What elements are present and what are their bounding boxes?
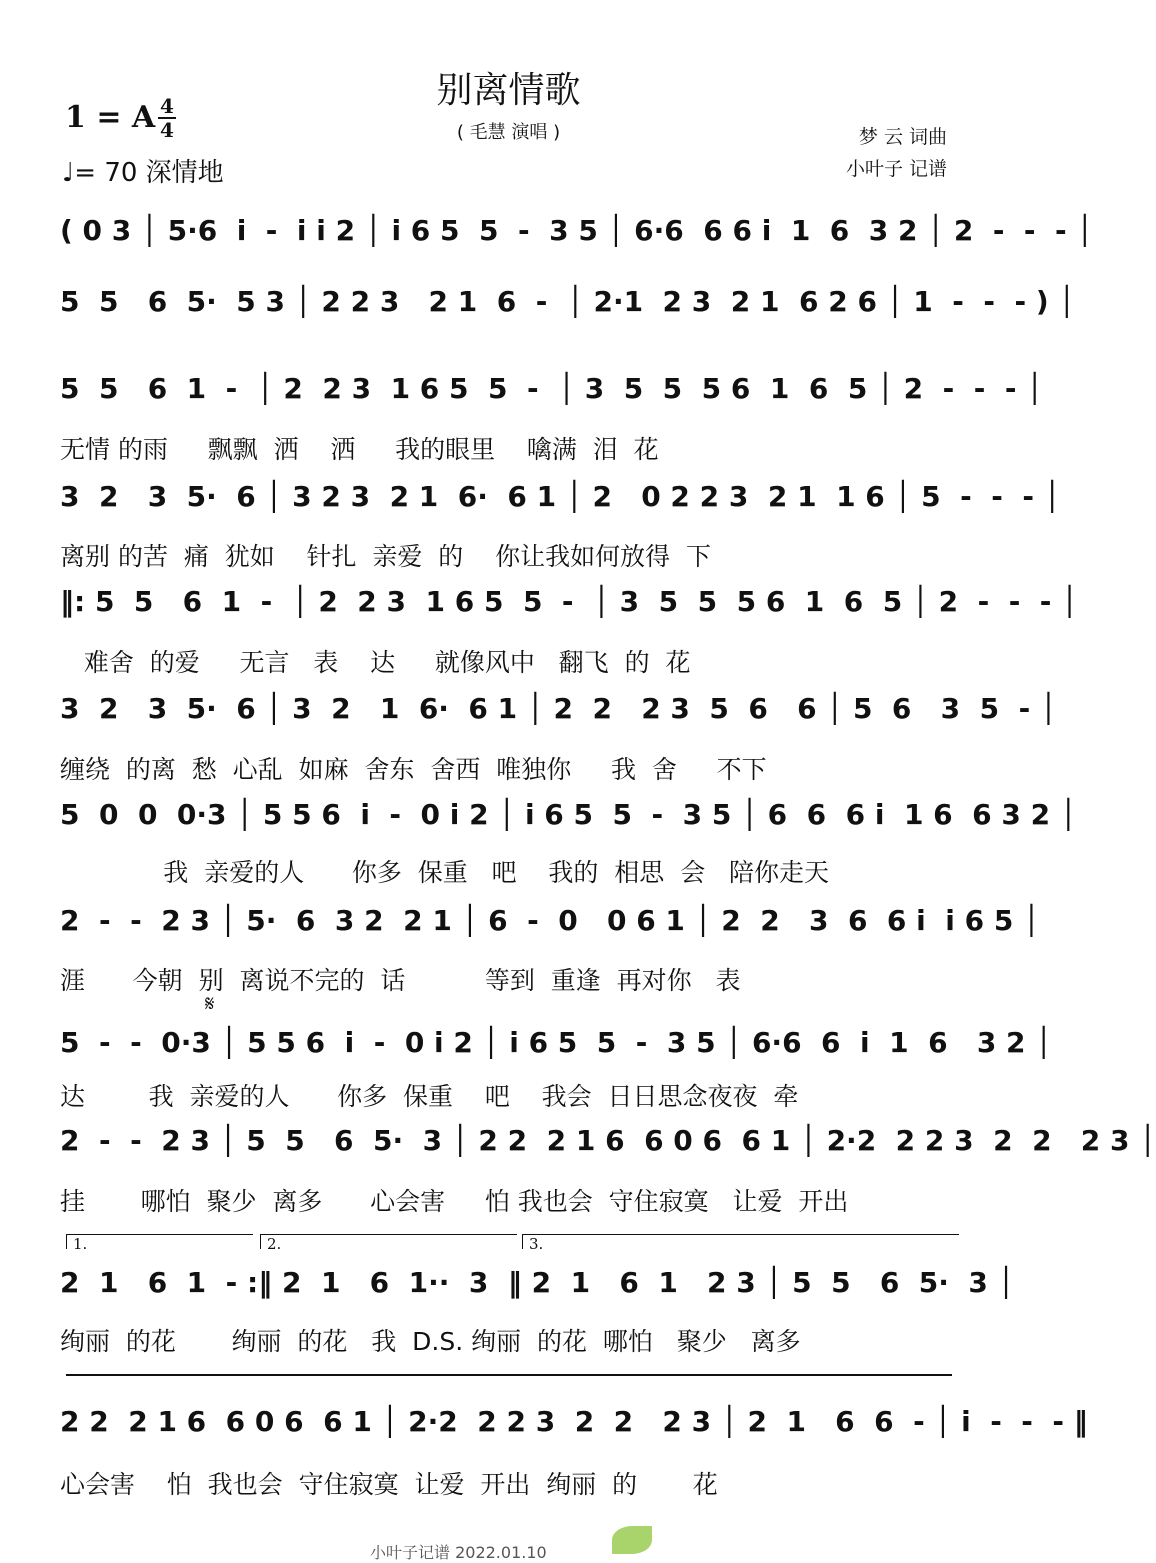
transcription-date: 小叶子记谱 2022.01.10 <box>370 1543 547 1562</box>
song-title: 别离情歌 <box>436 70 581 111</box>
leaf-logo-icon <box>612 1526 652 1554</box>
transcriber-credit: 小叶子 记谱 <box>845 158 947 180</box>
lyric-line-8: 涯 今朝 别 离说不完的 话 等到 重逢 再对你 表 <box>60 966 741 995</box>
notation-line-4: 3 2 3 5· 6 │ 3 2 3 2 1 6· 6 1 │ 2 0 2 2 3 2 1 1 6 │ 5 - - - │ <box>60 480 1061 513</box>
lyric-line-11: 绚丽 的花 绚丽 的花 我 D.S. 绚丽 的花 哪怕 聚少 离多 <box>60 1327 801 1356</box>
notation-line-10: 2 - - 2 3 │ 5 5 6 5· 3 │ 2 2 2 1 6 6 0 6 6 1 │ 2·2 2 2 3 2 2 2 3 │ <box>60 1124 1156 1157</box>
phrase-tie-line <box>66 1374 952 1376</box>
lyric-line-6: 缠绕 的离 愁 心乱 如麻 舍东 舍西 唯独你 我 舍 不下 <box>60 755 767 784</box>
notation-line-11: 2 1 6 1 - :‖ 2 1 6 1·· 3 ‖ 2 1 6 1 2 3 │ 5 5 6 5· 3 │ <box>60 1266 1015 1299</box>
volta-2: 2. <box>260 1234 517 1249</box>
lyric-line-9: 达 我 亲爱的人 你多 保重 吧 我会 日日思念夜夜 牵 <box>60 1082 799 1111</box>
notation-line-5: ‖: 5 5 6 1 - │ 2 2 3 1 6 5 5 - │ 3 5 5 5 6 1 6 5 │ 2 - - - │ <box>60 585 1079 618</box>
notation-line-6: 3 2 3 5· 6 │ 3 2 1 6· 6 1 │ 2 2 2 3 5 6 6 │ 5 6 3 5 - │ <box>60 692 1057 725</box>
lyric-line-5: 难舍 的爱 无言 表 达 就像风中 翻飞 的 花 <box>60 648 691 677</box>
tempo-marking: ♩= 70 深情地 <box>62 158 224 188</box>
segno-sign: 𝄋 <box>205 992 215 1017</box>
key-signature: 1 = A <box>65 100 156 135</box>
notation-line-7: 5 0 0 0·3 │ 5 5 6 i - 0 i 2 │ i 6 5 5 - 3 5 │ 6 6 6 i 1 6 6 3 2 │ <box>60 798 1077 831</box>
notation-line-12: 2 2 2 1 6 6 0 6 6 1 │ 2·2 2 2 3 2 2 2 3 │ 2 1 6 6 - │ i - - - ‖ <box>60 1405 1088 1438</box>
notation-line-1: ( 0 3 │ 5·6 i - i i 2 │ i 6 5 5 - 3 5 │ 6·6 6 6 i 1 6 3 2 │ 2 - - - │ <box>60 214 1094 247</box>
volta-1: 1. <box>66 1234 253 1249</box>
notation-line-8: 2 - - 2 3 │ 5· 6 3 2 2 1 │ 6 - 0 0 6 1 │ 2 2 3 6 6 i i 6 5 │ <box>60 904 1040 937</box>
lyric-line-10: 挂 哪怕 聚少 离多 心会害 怕 我也会 守住寂寞 让爱 开出 <box>60 1187 849 1216</box>
time-signature <box>158 96 176 140</box>
volta-3: 3. <box>522 1234 959 1249</box>
lyric-line-12: 心会害 怕 我也会 守住寂寞 让爱 开出 绚丽 的 花 <box>60 1470 718 1499</box>
lyric-line-3: 无情 的雨 飘飘 洒 洒 我的眼里 噙满 泪 花 <box>60 435 659 464</box>
time-signature-top: 4 <box>160 94 174 118</box>
performer-subtitle: ( 毛慧 演唱 ) <box>456 122 561 143</box>
notation-line-2: 5 5 6 5· 5 3 │ 2 2 3 2 1 6 - │ 2·1 2 3 2 1 6 2 6 │ 1 - - - ) │ <box>60 285 1076 318</box>
notation-line-9: 5 - - 0·3 │ 5 5 6 i - 0 i 2 │ i 6 5 5 - 3 5 │ 6·6 6 i 1 6 3 2 │ <box>60 1026 1053 1059</box>
time-signature-bottom: 4 <box>160 118 174 142</box>
lyric-line-7: 我 亲爱的人 你多 保重 吧 我的 相思 会 陪你走天 <box>60 858 830 887</box>
lyricist-credit: 梦 云 词曲 <box>858 126 947 148</box>
lyric-line-4: 离别 的苦 痛 犹如 针扎 亲爱 的 你让我如何放得 下 <box>60 542 711 571</box>
notation-line-3: 5 5 6 1 - │ 2 2 3 1 6 5 5 - │ 3 5 5 5 6 1 6 5 │ 2 - - - │ <box>60 372 1044 405</box>
